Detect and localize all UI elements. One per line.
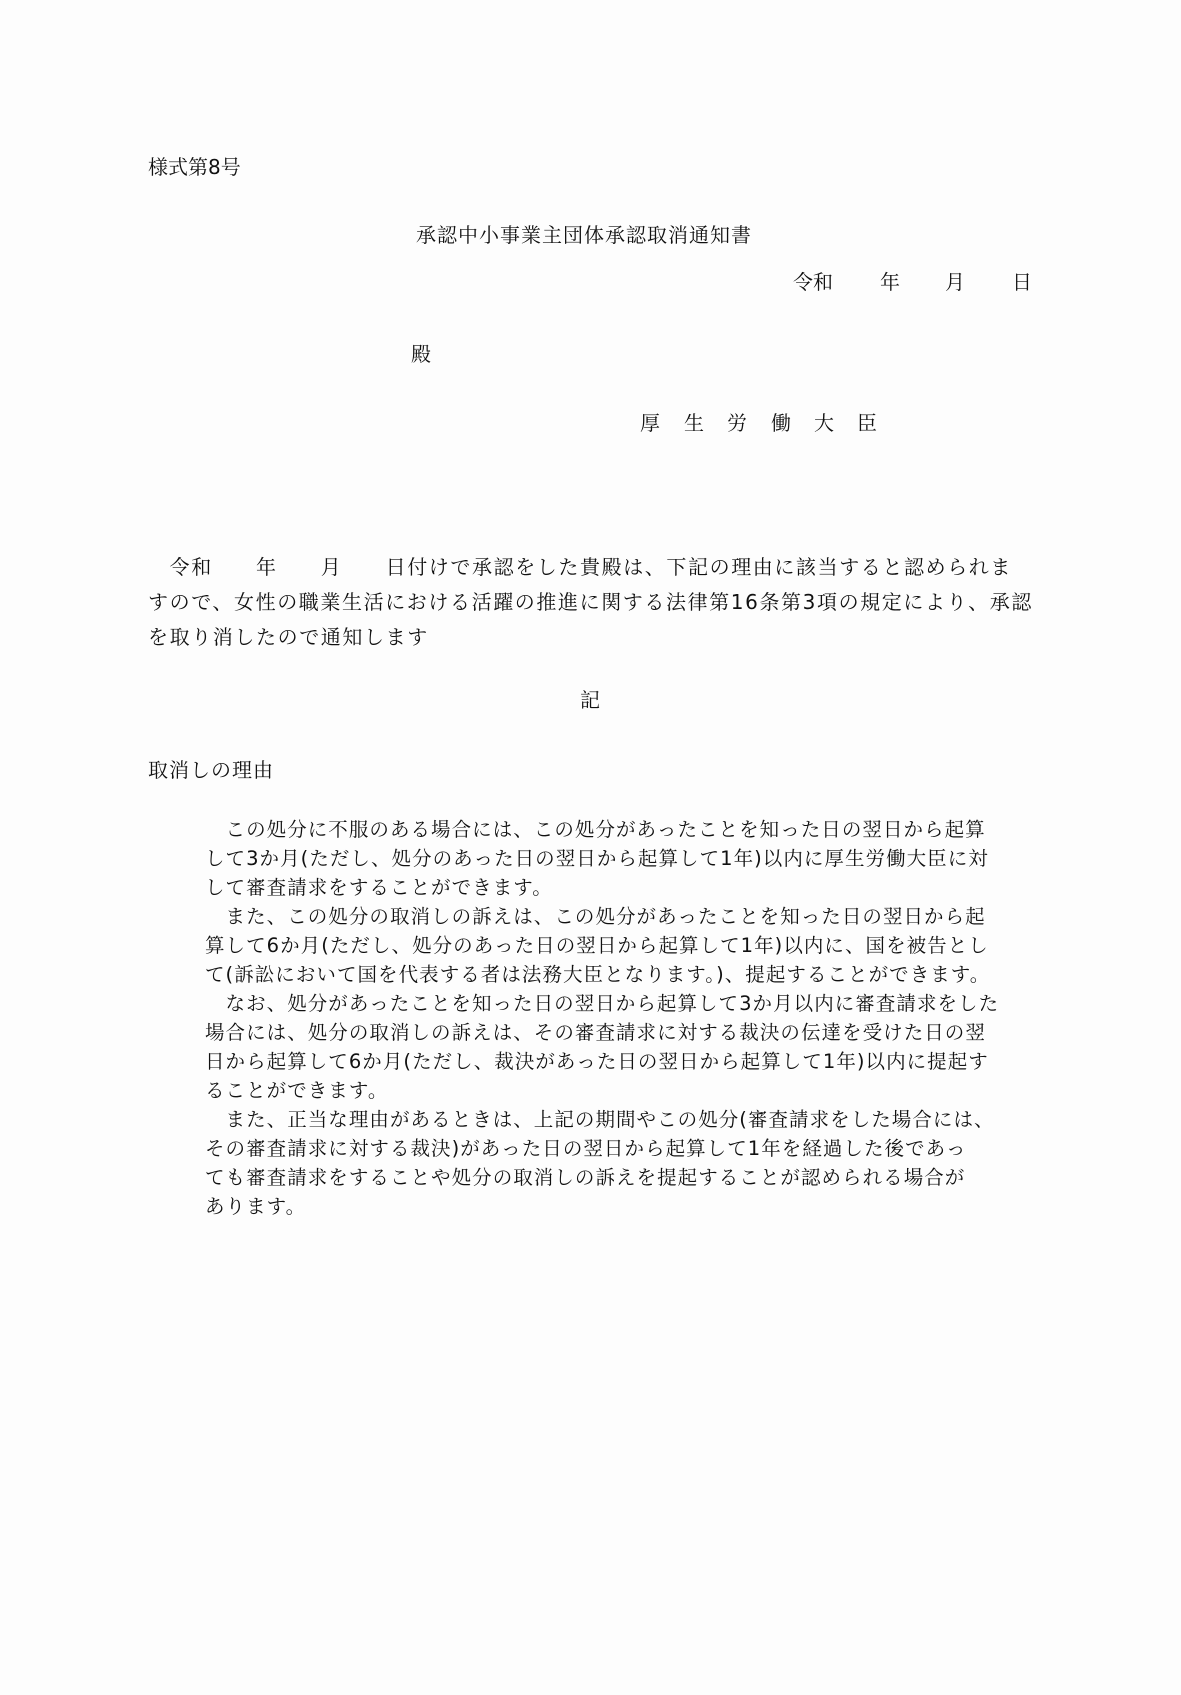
sender-char: 労 bbox=[727, 411, 747, 435]
appeal-line: この処分に不服のある場合には、この処分があったことを知った日の翌日から起算 bbox=[205, 818, 986, 841]
sender-char: 臣 bbox=[857, 411, 877, 435]
sender-char: 働 bbox=[771, 411, 791, 435]
appeal-notice bbox=[205, 815, 1035, 1221]
date-day-label: 日 bbox=[1012, 270, 1032, 294]
body-line: すので、女性の職業生活における活躍の推進に関する法律第16条第3項の規定により、承認 bbox=[148, 590, 1033, 614]
ki-heading: 記 bbox=[580, 688, 600, 712]
reason-label: 取消しの理由 bbox=[148, 758, 274, 782]
appeal-line: 場合には、処分の取消しの訴えは、その審査請求に対する裁決の伝達を受けた日の翌 bbox=[205, 1021, 986, 1044]
document-title: 承認中小事業主団体承認取消通知書 bbox=[416, 223, 752, 247]
date-era: 令和 bbox=[793, 270, 833, 294]
appeal-line: して審査請求をすることができます。 bbox=[205, 876, 553, 899]
appeal-line: ても審査請求をすることや処分の取消しの訴えを提起することが認められる場合が bbox=[205, 1166, 966, 1189]
date-month-label: 月 bbox=[945, 270, 965, 294]
appeal-line: 日から起算して6か月(ただし、裁決があった日の翌日から起算して1年)以内に提起す bbox=[205, 1050, 989, 1073]
sender-char: 大 bbox=[814, 411, 834, 435]
body-line: 令和 年 月 日付けで承認をした貴殿は、下記の理由に該当すると認められま bbox=[148, 555, 1012, 579]
appeal-line: また、正当な理由があるときは、上記の期間やこの処分(審査請求をした場合には、 bbox=[205, 1108, 995, 1131]
appeal-line: 算して6か月(ただし、処分のあった日の翌日から起算して1年)以内に、国を被告とし bbox=[205, 934, 989, 957]
appeal-line: なお、処分があったことを知った日の翌日から起算して3か月以内に審査請求をした bbox=[205, 992, 1000, 1015]
sender-char: 厚 bbox=[640, 411, 660, 435]
form-number: 様式第8号 bbox=[148, 155, 241, 179]
appeal-line: て(訴訟において国を代表する者は法務大臣となります。)、提起することができます。 bbox=[205, 963, 991, 986]
body-paragraph bbox=[148, 550, 1033, 655]
body-line: を取り消したので通知します bbox=[148, 625, 429, 649]
sender-char: 生 bbox=[684, 411, 704, 435]
addressee: 殿 bbox=[411, 342, 431, 366]
appeal-line: ることができます。 bbox=[205, 1079, 389, 1102]
appeal-line: して3か月(ただし、処分のあった日の翌日から起算して1年)以内に厚生労働大臣に対 bbox=[205, 847, 989, 870]
appeal-line: その審査請求に対する裁決)があった日の翌日から起算して1年を経過した後であっ bbox=[205, 1137, 967, 1160]
appeal-line: あります。 bbox=[205, 1195, 307, 1218]
date-year-label: 年 bbox=[880, 270, 900, 294]
appeal-line: また、この処分の取消しの訴えは、この処分があったことを知った日の翌日から起 bbox=[205, 905, 986, 928]
